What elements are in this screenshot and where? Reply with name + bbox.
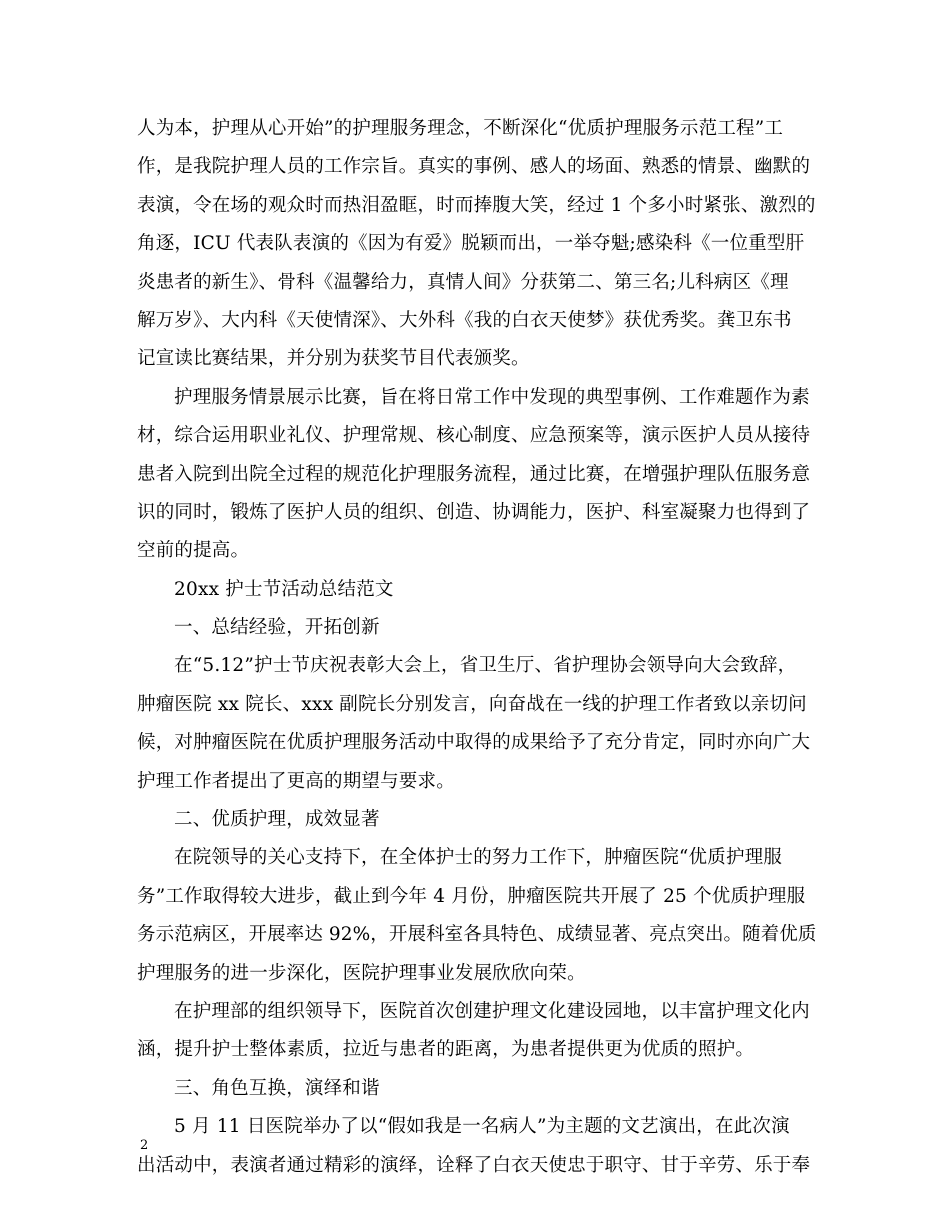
text-line: 记宣读比赛结果，并分别为获奖节目代表颁奖。 [137, 348, 530, 370]
text-line: 二、优质护理，成效显著 [174, 809, 380, 831]
text-line: 涵，提升护士整体素质，拉近与患者的距离，为患者提供更为优质的照护。 [137, 1039, 755, 1061]
text-line: 患者入院到出院全过程的规范化护理服务流程，通过比赛，在增强护理队伍服务意 [137, 463, 811, 485]
text-line: 一、总结经验，开拓创新 [174, 617, 380, 639]
text-line: 空前的提高。 [137, 540, 250, 562]
text-line: 务示范病区，开展率达 92%，开展科室各具特色、成绩显著、亮点突出。随着优质 [137, 924, 817, 946]
text-line: 角逐，ICU 代表队表演的《因为有爱》脱颖而出，一举夺魁;感染科《一位重型肝 [137, 233, 805, 255]
text-line: 三、角色互换，演绎和谐 [174, 1077, 380, 1099]
text-line: 在“5.12”护士节庆祝表彰大会上，省卫生厅、省护理协会领导向大会致辞， [174, 655, 797, 677]
text-line: 护理服务情景展示比赛，旨在将日常工作中发现的典型事例、工作难题作为素 [174, 386, 810, 408]
text-line: 人为本，护理从心开始”的护理服务理念，不断深化“优质护理服务示范工程”工 [137, 118, 784, 139]
text-line: 候，对肿瘤医院在优质护理服务活动中取得的成果给予了充分肯定，同时亦向广大 [137, 732, 811, 754]
text-line: 务”工作取得较大进步，截止到今年 4 月份，肿瘤医院共开展了 25 个优质护理服 [137, 885, 806, 907]
text-line: 5 月 11 日医院举办了以“假如我是一名病人”为主题的文艺演出，在此次演 [174, 1116, 790, 1138]
text-line: 炎患者的新生》、骨科《温馨给力，真情人间》分获第二、第三名;儿科病区《理 [137, 271, 789, 293]
page-number: 2 [140, 1138, 149, 1153]
text-line: 解万岁》、大内科《天使情深》、大外科《我的白衣天使梦》获优秀奖。龚卫东书 [137, 309, 792, 331]
text-line: 作，是我院护理人员的工作宗旨。真实的事例、感人的场面、熟悉的情景、幽默的 [137, 156, 811, 178]
text-line: 20xx 护士节活动总结范文 [174, 578, 394, 600]
text-line: 在护理部的组织领导下，医院首次创建护理文化建设园地，以丰富护理文化内 [174, 1000, 810, 1022]
text-line: 肿瘤医院 xx 院长、xxx 副院长分别发言，向奋战在一线的护理工作者致以亲切问 [137, 693, 807, 715]
body-text [137, 110, 817, 1185]
text-line: 在院领导的关心支持下，在全体护士的努力工作下，肿瘤医院“优质护理服 [174, 847, 783, 869]
text-line: 表演，令在场的观众时而热泪盈眶，时而捧腹大笑，经过 1 个多小时紧张、激烈的 [137, 194, 816, 216]
text-line: 识的同时，锻炼了医护人员的组织、创造、协调能力，医护、科室凝聚力也得到了 [137, 501, 811, 523]
text-line: 护理服务的进一步深化，医院护理事业发展欣欣向荣。 [137, 962, 586, 984]
text-line: 材，综合运用职业礼仪、护理常规、核心制度、应急预案等，演示医护人员从接待 [137, 425, 811, 447]
text-line: 护理工作者提出了更高的期望与要求。 [137, 770, 455, 792]
text-line: 出活动中，表演者通过精彩的演绎，诠释了白衣天使忠于职守、甘于辛劳、乐于奉 [137, 1154, 811, 1176]
